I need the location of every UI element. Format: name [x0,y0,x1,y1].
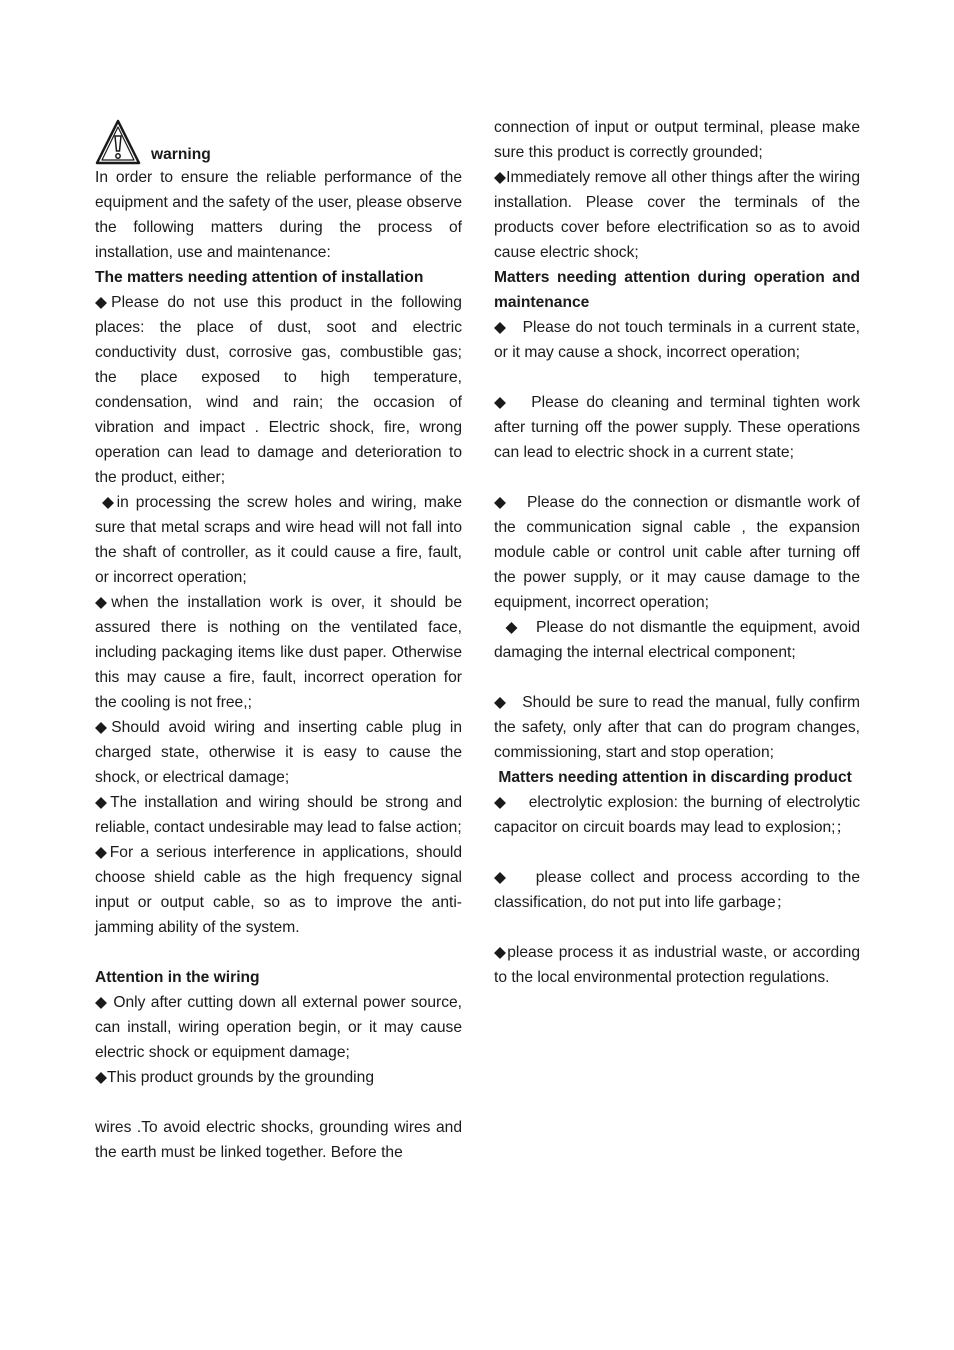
right-column-body [494,115,865,990]
paragraph: ◆ electrolytic explosion: the burning of electrolytic capacitor on circuit boards may lead to explosion;； [494,794,865,836]
paragraph: ◆ please collect and process according to the classification, do not put into life garbage； [494,869,865,911]
warning-triangle-icon [95,119,141,165]
right-column [494,115,865,990]
paragraph: ◆Please do not use this product in the following places: the place of dust, soot and electric conductivity dust, corrosive gas, combustible gas; the place exposed to high temperature, condensation, wind and rain; the occasion of vibration and impact . Electric shock, fire, wrong operation can lead to damage and deterioration to the product, either; [95,294,467,486]
paragraph: ◆ Please do not dismantle the equipment, avoid damaging the internal electrical component; [494,619,865,661]
warning-label: warning [151,146,211,163]
blank-line [494,665,860,690]
paragraph: ◆Immediately remove all other things after the wiring installation. Please cover the terminals of the products cover before electrification so as to avoid cause electric shock; [494,169,865,261]
paragraph: ◆For a serious interference in applications, should choose shield cable as the high frequency signal input or output cable, so as to improve the anti-jamming ability of the system. [95,844,467,936]
paragraph: ◆ Please do not touch terminals in a current state, or it may cause a shock, incorrect operation; [494,319,865,361]
paragraph: ◆ Only after cutting down all external power source, can install, wiring operation begin, or it may cause electric shock or equipment damage; [95,994,467,1061]
blank-line [494,840,860,865]
paragraph: ◆ Please do cleaning and terminal tighten work after turning off the power supply. These operations can lead to electric shock in a current state; [494,394,865,461]
paragraph: ◆please process it as industrial waste, or according to the local environmental protection regulations. [494,944,865,986]
paragraph: In order to ensure the reliable performance of the equipment and the safety of the user, please observe the following matters during the process of installation, use and maintenance: [95,169,467,261]
section-heading: The matters needing attention of installation [95,269,424,286]
section-heading: Matters needing attention in discarding product [494,769,852,786]
paragraph: ◆The installation and wiring should be strong and reliable, contact undesirable may lead to false action; [95,794,467,836]
paragraph: ◆ Please do the connection or dismantle work of the communication signal cable , the expansion module cable or control unit cable after turning off the power supply, or it may cause damage to the equipment, incorrect operation; [494,494,865,611]
warning-header [95,115,462,165]
paragraph: wires .To avoid electric shocks, grounding wires and the earth must be linked together. Before the [95,1119,467,1161]
blank-line [494,915,860,940]
paragraph: ◆ Should be sure to read the manual, fully confirm the safety, only after that can do program changes, commissioning, start and stop operation; [494,694,865,761]
paragraph: ◆This product grounds by the grounding [95,1069,374,1086]
left-column-body [95,165,467,1165]
paragraph: ◆in processing the screw holes and wiring, make sure that metal scraps and wire head will not fall into the shaft of controller, as it could cause a fire, fault, or incorrect operation; [95,494,467,586]
blank-line [95,1090,462,1115]
blank-line [494,465,860,490]
left-column [95,115,467,1165]
blank-line [494,365,860,390]
blank-line [95,940,462,965]
paragraph: ◆Should avoid wiring and inserting cable plug in charged state, otherwise it is easy to cause the shock, or electrical damage; [95,719,467,786]
section-heading: Attention in the wiring [95,969,260,986]
section-heading: Matters needing attention during operation and maintenance [494,269,865,311]
paragraph: connection of input or output terminal, please make sure this product is correctly grounded; [494,119,865,161]
paragraph: ◆when the installation work is over, it should be assured there is nothing on the ventilated face, including packaging items like dust paper. Otherwise this may cause a fire, fault, incorrect operation for the cooling is not free,; [95,594,467,711]
